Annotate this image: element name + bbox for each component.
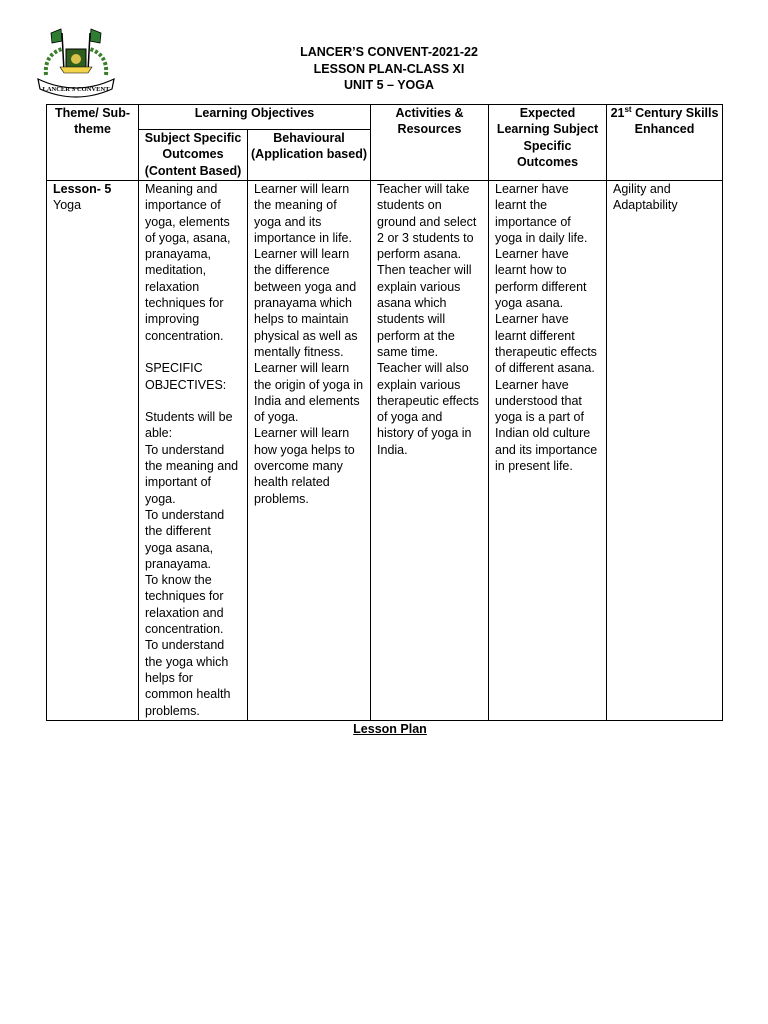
cell-theme [47,181,139,721]
expected-item: Learner have learnt the importance of yoga in daily life. [495,182,588,245]
subject-paragraph: Meaning and importance of yoga, elements of yoga, asana, pranayama, meditation, relaxation techniques for improving concentration. [145,182,231,343]
behavioural-item: Learner will learn how yoga helps to overcome many health related problems. [254,426,355,506]
objective-item: To understand the meaning and important of yoga. [145,442,239,506]
cell-activities [371,181,489,721]
cell-subject-outcomes [139,181,248,721]
expected-item: Learner have learnt how to perform different yoga asana. [495,247,587,311]
header-unit: UNIT 5 – YOGA [343,78,435,92]
header-school-year: LANCER’S CONVENT-2021-22 [300,45,478,59]
specific-objectives-heading: SPECIFIC OBJECTIVES: [145,361,227,392]
objective-item: To know the techniques for relaxation and concentration. [145,573,224,637]
behavioural-item: Learner will learn the difference between yoga and pranayama which helps to maintain physical as well as mentally fitness. [254,247,358,359]
header-theme: Theme/ Sub-theme [47,105,139,181]
students-will-be-able: Students will be able: [145,410,233,441]
header-activities: Activities & Resources [371,105,489,181]
expected-item: Learner have learnt different therapeutic effects of different asana. [495,312,597,376]
lesson-plan-caption [0,722,768,736]
svg-text:LANCER'S CONVENT: LANCER'S CONVENT [42,86,110,93]
lesson-label: Lesson- 5 [53,182,112,196]
objective-item: To understand the yoga which helps for common health problems. [145,638,231,718]
header-behavioural: Behavioural (Application based) [248,130,371,181]
header-lesson-plan-class: LESSON PLAN-CLASS XI [313,61,465,76]
cell-behavioural [248,181,371,721]
document-header [0,44,768,94]
cell-expected-outcomes [489,181,607,721]
header-subject-specific: Subject Specific Outcomes (Content Based) [139,130,248,181]
lesson-topic: Yoga [53,198,82,213]
skills-text: Agility and Adaptability [613,182,678,213]
activities-text: Teacher will take students on ground and select 2 or 3 students to perform asana. Then teacher will explain various asana which students will perform at the same time. Teacher will also explain various therapeutic effects of yoga and history of yoga in India. [377,182,479,457]
footer-label: Lesson Plan [353,722,427,736]
header-expected-outcomes: Expected Learning Subject Specific Outcomes [489,105,607,181]
header-learning-objectives: Learning Objectives [139,105,371,130]
behavioural-item: Learner will learn the origin of yoga in India and elements of yoga. [254,361,364,425]
cell-skills [607,181,723,721]
header-skills: 21st Century Skills Enhanced [607,105,723,181]
behavioural-item: Learner will learn the meaning of yoga and its importance in life. [254,182,352,245]
objective-item: To understand the different yoga asana, pranayama. [145,507,225,571]
expected-item: Learner have understood that yoga is a part of Indian old culture and its importance in present life. [495,377,598,474]
lesson-plan-table [46,104,723,721]
